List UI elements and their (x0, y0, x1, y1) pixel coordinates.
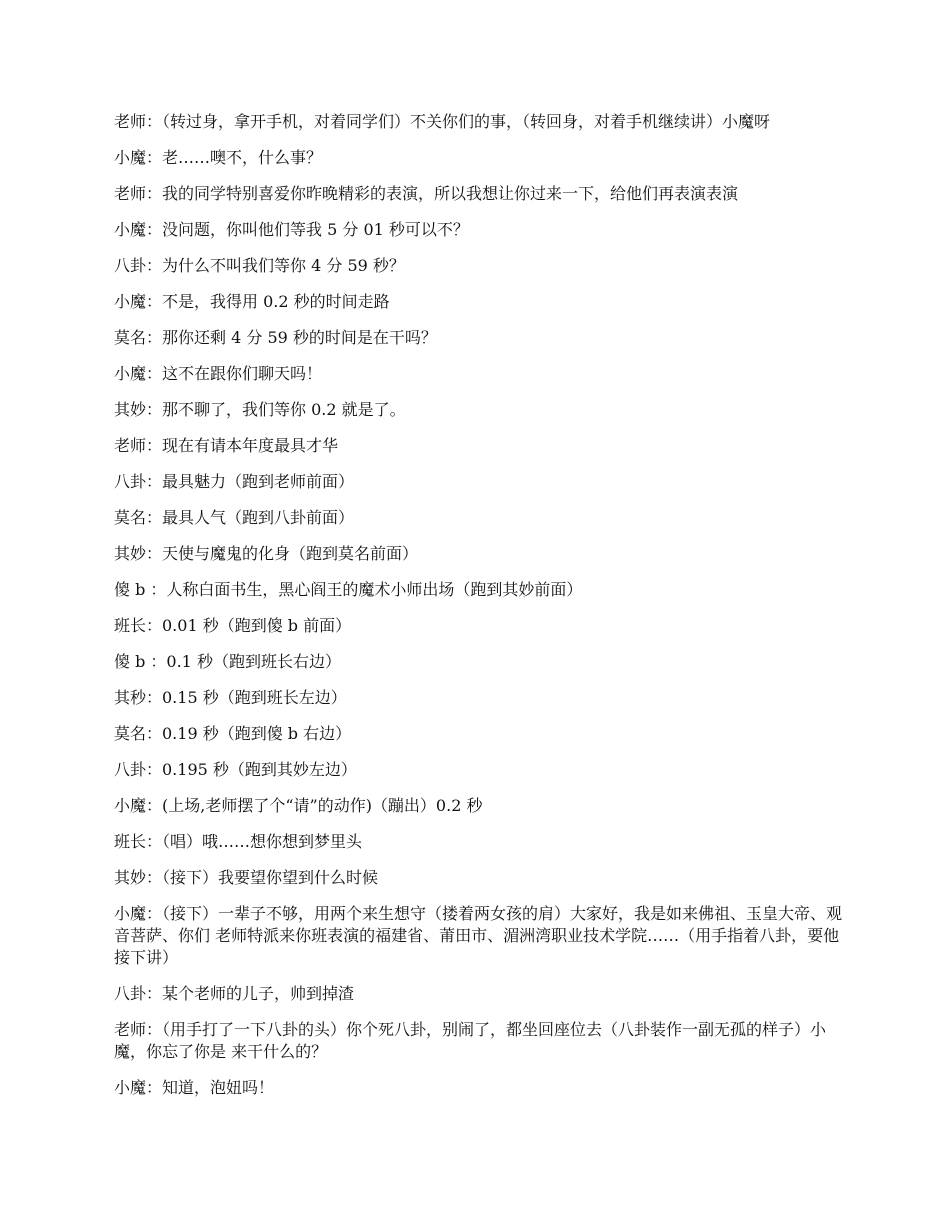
paragraph-24: 八卦：某个老师的儿子，帅到掉渣 (114, 984, 355, 1003)
paragraph-22: 其妙：（接下）我要望你望到什么时候 (114, 868, 379, 887)
paragraph-18: 莫名：0.19 秒（跑到傻 b 右边） (114, 724, 352, 743)
paragraph-20: 小魔：(上场,老师摆了个“请”的动作)（蹦出）0.2 秒 (114, 796, 483, 815)
paragraph-13: 其妙：天使与魔鬼的化身（跑到莫名前面） (114, 544, 419, 563)
paragraph-23: 小魔：（接下）一辈子不够，用两个来生想守（搂着两女孩的肩）大家好，我是如来佛祖、玉皇大帝、观音菩萨、你们 老师特派来你班表演的福建省、莆田市、湄洲湾职业技术学院……（用手指着八卦，要他接下讲） (114, 904, 843, 967)
paragraph-19: 八卦：0.195 秒（跑到其妙左边） (114, 760, 357, 779)
paragraph-16: 傻 b ：0.1 秒（跑到班长右边） (114, 652, 341, 671)
paragraph-12: 莫名：最具人气（跑到八卦前面） (114, 508, 355, 527)
paragraph-2: 小魔：老……噢不，什么事？ (114, 148, 323, 167)
paragraph-1: 老师：（转过身，拿开手机，对着同学们）不关你们的事，（转回身，对着手机继续讲）小魔呀 (114, 112, 771, 131)
paragraph-3: 老师：我的同学特别喜爱你昨晚精彩的表演，所以我想让你过来一下，给他们再表演表演 (114, 184, 739, 203)
paragraph-7: 莫名：那你还剩 4 分 59 秒的时间是在干吗？ (114, 328, 437, 347)
paragraph-25: 老师：（用手打了一下八卦的头）你个死八卦，别闹了，都坐回座位去（八卦装作一副无孤的样子）小魔，你忘了你是 来干什么的？ (114, 1020, 827, 1061)
script-text (114, 111, 844, 1113)
paragraph-14: 傻 b ：人称白面书生，黑心阎王的魔术小师出场（跑到其妙前面） (114, 580, 583, 599)
paragraph-4: 小魔：没问题，你叫他们等我 5 分 01 秒可以不？ (114, 220, 469, 239)
paragraph-9: 其妙：那不聊了，我们等你 0.2 就是了。 (114, 400, 406, 419)
paragraph-5: 八卦：为什么不叫我们等你 4 分 59 秒？ (114, 256, 405, 275)
paragraph-26: 小魔：知道，泡妞吗！ (114, 1078, 275, 1097)
paragraph-15: 班长：0.01 秒（跑到傻 b 前面） (114, 616, 352, 635)
paragraph-10: 老师：现在有请本年度最具才华 (114, 436, 339, 455)
paragraph-11: 八卦：最具魅力（跑到老师前面） (114, 472, 355, 491)
paragraph-17: 其秒：0.15 秒（跑到班长左边） (114, 688, 347, 707)
paragraph-21: 班长：（唱）哦……想你想到梦里头 (114, 832, 363, 851)
paragraph-6: 小魔：不是，我得用 0.2 秒的时间走路 (114, 292, 390, 311)
paragraph-8: 小魔：这不在跟你们聊天吗！ (114, 364, 323, 383)
